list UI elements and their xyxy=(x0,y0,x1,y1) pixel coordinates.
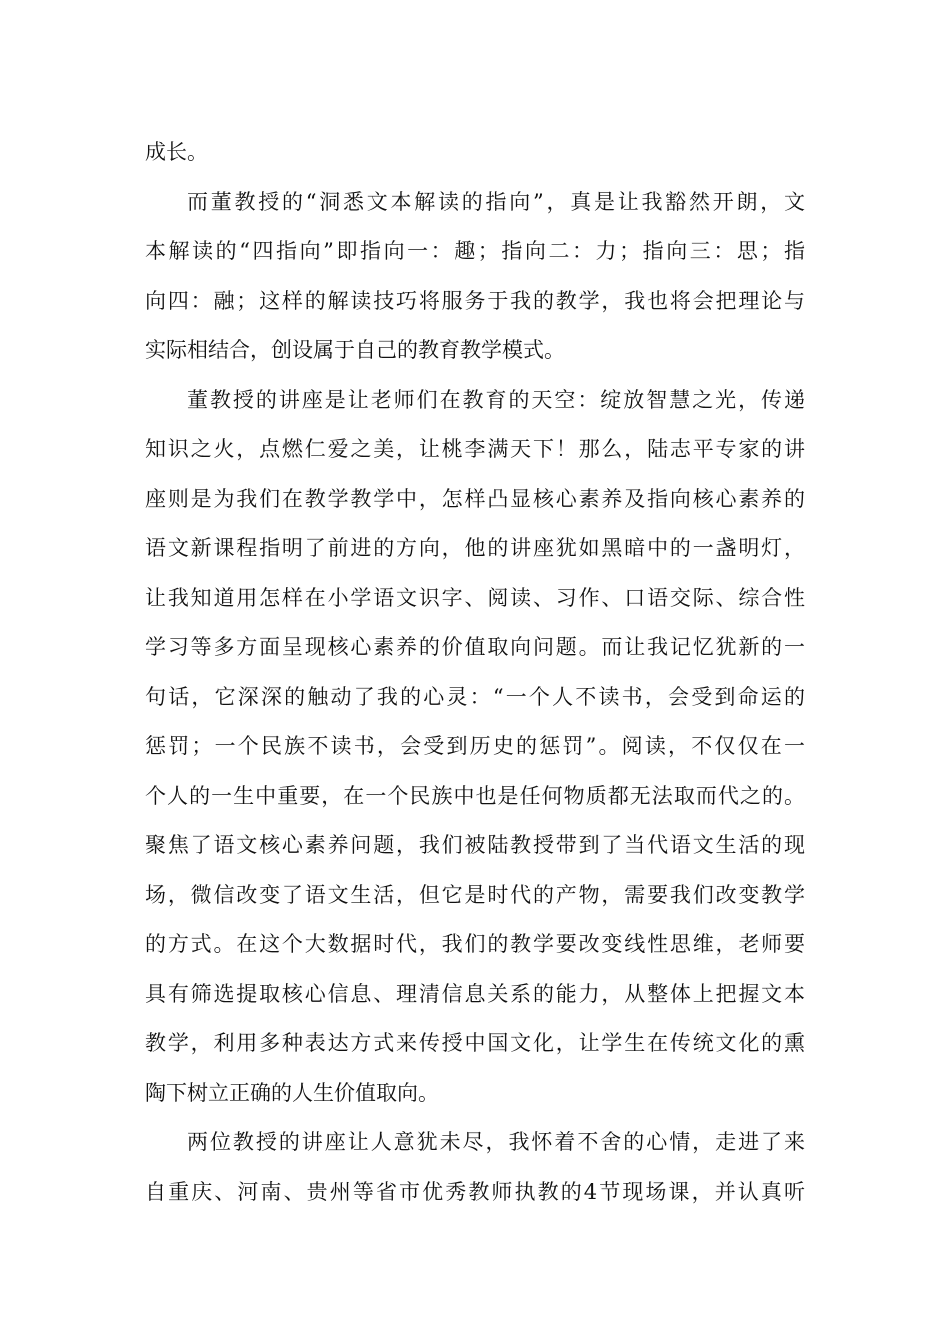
text-line: 教学，利用多种表达方式来传授中国文化，让学生在传统文化的熏 xyxy=(145,1031,805,1055)
text-line: 具有筛选提取核心信息、理清信息关系的能力，从整体上把握文本 xyxy=(145,981,805,1006)
text-line: 实际相结合，创设属于自己的教育教学模式。 xyxy=(145,338,565,362)
text-line: 董教授的讲座是让老师们在教育的天空：绽放智慧之光，传递 xyxy=(187,387,805,412)
text-line: 句话，它深深的触动了我的心灵：“一个人不读书，会受到命运的 xyxy=(145,684,805,709)
text-line: 聚焦了语文核心素养问题，我们被陆教授带到了当代语文生活的现 xyxy=(145,833,805,857)
text-line: 座则是为我们在教学教学中，怎样凸显核心素养及指向核心素养的 xyxy=(145,486,805,511)
text-line: 让我知道用怎样在小学语文识字、阅读、习作、口语交际、综合性 xyxy=(145,585,805,610)
text-line: 个人的一生中重要，在一个民族中也是任何物质都无法取而代之的。 xyxy=(145,783,805,808)
text-line: 自重庆、河南、贵州等省市优秀教师执教的4节现场课，并认真听 xyxy=(145,1179,805,1204)
text-line: 的方式。在这个大数据时代，我们的教学要改变线性思维，老师要 xyxy=(145,932,805,956)
text-line: 成长。 xyxy=(145,140,208,164)
text-line: 语文新课程指明了前进的方向，他的讲座犹如黑暗中的一盏明灯， xyxy=(145,536,805,560)
text-line: 惩罚；一个民族不读书，会受到历史的惩罚”。阅读，不仅仅在一 xyxy=(145,734,805,758)
text-line: 而董教授的“洞悉文本解读的指向”，真是让我豁然开朗，文 xyxy=(187,189,805,214)
text-line: 场，微信改变了语文生活，但它是时代的产物，需要我们改变教学 xyxy=(145,882,805,907)
text-line: 两位教授的讲座让人意犹未尽，我怀着不舍的心情，走进了来 xyxy=(187,1130,805,1154)
text-line: 向四：融；这样的解读技巧将服务于我的教学，我也将会把理论与 xyxy=(145,288,805,313)
text-line: 学习等多方面呈现核心素养的价值取向问题。而让我记忆犹新的一 xyxy=(145,635,805,659)
text-line: 本解读的“四指向”即指向一：趣；指向二：力；指向三：思；指 xyxy=(145,239,805,263)
text-line: 陶下树立正确的人生价值取向。 xyxy=(145,1080,439,1105)
document-body xyxy=(145,128,805,1217)
text-line: 知识之火，点燃仁爱之美，让桃李满天下！那么，陆志平专家的讲 xyxy=(145,437,805,461)
